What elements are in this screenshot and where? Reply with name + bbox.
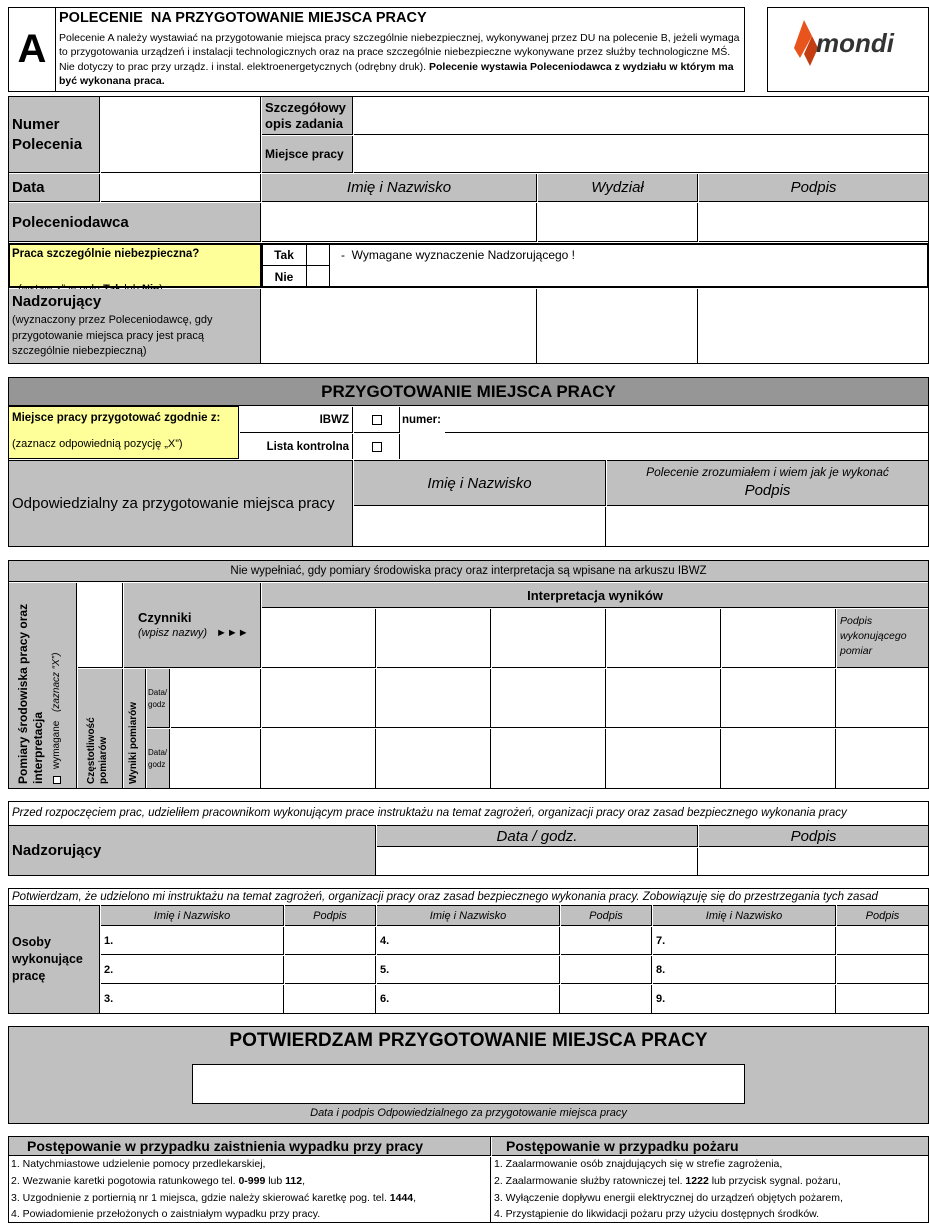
worker-3-sign[interactable] xyxy=(285,985,376,1013)
acc3a: 3. Uzgodnienie z portiernią nr 1 miejsca, gdzie należy skierować karetkę pog. tel. xyxy=(11,1192,390,1204)
desc-text: Polecenie A należy wystawiać na przygotowanie miejsca pracy szczególnie niebezpiecznej, wykonywanej przez DU na polecenie B, jeżeli wymaga to przygotowania urządzeń i instalacji technologicznych oraz na prace szczególnie niebezpieczne wykonywane przez służby technologiczne MŚ. Nie dotyczy to prac przy urządz. i instal. elektroenergetycznych (odrębny druk). xyxy=(59,32,740,73)
acc2d: 112 xyxy=(285,1175,303,1187)
fire1: 1. Zaalarmowanie osób znajdujących się w strefie zagrożenia, xyxy=(494,1158,783,1170)
worker-2[interactable]: 2. xyxy=(101,956,284,984)
acc-step-1 xyxy=(11,1157,265,1174)
podpis-wykonujacego: Podpis wykonującego pomiar xyxy=(837,609,928,668)
confirm-title: POTWIERDZAM PRZYGOTOWANIE MIEJSCA PRACY xyxy=(229,1030,708,1051)
data-label: Data xyxy=(9,174,100,202)
measure-note: Nie wypełniać, gdy pomiary środowiska pracy oraz interpretacja są wpisane na arkuszu IBWZ xyxy=(9,561,928,582)
nadzorujacy-wydzial-field[interactable] xyxy=(538,289,698,363)
form-title: POLECENIE NA PRZYGOTOWANIE MIEJSCA PRACY xyxy=(59,10,427,26)
result-cell[interactable] xyxy=(262,669,376,728)
tak-label: Tak xyxy=(262,245,307,266)
result-cell[interactable] xyxy=(607,729,721,788)
w-imie-h1: Imię i Nazwisko xyxy=(101,905,284,926)
odp-imie-field[interactable] xyxy=(354,507,606,546)
confirm-signature-field[interactable] xyxy=(192,1064,745,1104)
worker-5-sign[interactable] xyxy=(561,956,652,984)
czynniki-arrows: ►►► xyxy=(216,627,249,639)
fire2a: 2. Zaalarmowanie służby ratowniczej tel. xyxy=(494,1175,686,1187)
result-row-1 xyxy=(262,669,928,728)
danger-question: Praca szczególnie niebezpieczna? xyxy=(12,248,200,260)
factor-cell-5[interactable] xyxy=(722,609,836,668)
nadzorujacy-label: Nadzorujący xyxy=(12,293,102,310)
acc2e: , xyxy=(302,1175,306,1187)
mondi-logo xyxy=(790,18,910,73)
w-podpis-h1: Podpis xyxy=(285,905,376,926)
letter-divider xyxy=(55,7,56,92)
opis-zadania-label: Szczegółowy opis zadania xyxy=(262,97,353,135)
acc2c: lub xyxy=(265,1175,286,1187)
acc1: 1. Natychmiastowe udzielenie pomocy przedlekarskiej, xyxy=(11,1158,266,1170)
odp-zrozumialem: Polecenie zrozumiałem i wiem jak je wykonać xyxy=(646,465,889,479)
measure-vertical-title: Pomiary środowiska pracy oraz interpretacja xyxy=(16,603,45,784)
wyniki-label: Wyniki pomiarów xyxy=(128,701,139,784)
czestotliwosc-label: Częstotliwość pomiarów xyxy=(86,717,109,784)
frequency-field-2[interactable] xyxy=(171,729,261,788)
worker-7[interactable]: 7. xyxy=(653,927,836,955)
prep-zaznacz: (zaznacz odpowiednią pozycję „X”) xyxy=(12,438,183,450)
acc-step-4 xyxy=(11,1207,320,1222)
instr-nadzorujacy: Nadzorujący xyxy=(9,825,376,875)
logo-text: mondi xyxy=(816,28,894,58)
opis-zadania-field[interactable] xyxy=(354,97,928,135)
odp-podpis: Podpis xyxy=(744,482,791,499)
instr-podpis-header: Podpis xyxy=(699,825,928,847)
acc2b: 0-999 xyxy=(238,1175,266,1187)
confirm-caption: Data i podpis Odpowiedzialnego za przygotowanie miejsca pracy xyxy=(310,1107,627,1119)
result-cell[interactable] xyxy=(377,669,491,728)
interpretacja-header: Interpretacja wyników xyxy=(262,583,928,608)
ibwz-numer-field[interactable] xyxy=(445,407,928,433)
prep-zgodnie-label: Miejsce pracy przygotować zgodnie z: xyxy=(12,412,221,424)
result-cell[interactable] xyxy=(492,669,606,728)
result-cell[interactable] xyxy=(607,669,721,728)
measure-vertical-sub xyxy=(51,600,62,784)
lista-field[interactable] xyxy=(401,434,928,459)
poleceniodawca-name-field[interactable] xyxy=(262,203,537,242)
factor-cell-2[interactable] xyxy=(377,609,491,668)
instr-podpis-field[interactable] xyxy=(699,848,928,875)
fire3: 3. Wyłączenie dopływu energii elektrycznej do urządzeń objętych pożarem, xyxy=(494,1192,843,1204)
numer-polecenia-field[interactable] xyxy=(101,97,261,173)
datagodz-2: Data/ godz xyxy=(147,729,170,788)
instr-datagodz-field[interactable] xyxy=(377,848,698,875)
acc-step-3 xyxy=(11,1191,416,1208)
odp-imie-header: Imię i Nazwisko xyxy=(354,460,606,506)
nadzorujacy-podpis-field[interactable] xyxy=(699,289,928,363)
worker-4[interactable]: 4. xyxy=(377,927,560,955)
acc4: 4. Powiadomienie przełożonych o zaistniałym wypadku przy pracy. xyxy=(11,1208,321,1220)
czynniki-hint: (wpisz nazwy) xyxy=(138,627,208,639)
lista-checkbox[interactable] xyxy=(372,442,382,452)
ibwz-checkbox-cell[interactable] xyxy=(354,407,400,433)
fire2b: 1222 xyxy=(685,1175,709,1187)
worker-grid xyxy=(101,927,928,1013)
worker-8-sign[interactable] xyxy=(837,956,928,984)
w-podpis-h2: Podpis xyxy=(561,905,652,926)
podpis-header: Podpis xyxy=(699,174,928,202)
odp-podpis-header xyxy=(607,460,928,506)
fire-step-3 xyxy=(494,1191,843,1206)
result-cell[interactable] xyxy=(262,729,376,788)
factor-cell-3[interactable] xyxy=(492,609,606,668)
danger-note: - Wymagane wyznaczenie Nadzorującego ! xyxy=(341,248,576,262)
worker-6-sign[interactable] xyxy=(561,985,652,1013)
result-row-2 xyxy=(262,729,928,788)
poleceniodawca-wydzial-field[interactable] xyxy=(538,203,698,242)
miejsce-pracy-field[interactable] xyxy=(354,136,928,173)
workers-note: Potwierdzam, że udzielono mi instruktażu na temat zagrożeń, organizacji pracy oraz zasad bezpiecznego wykonania pracy. Zobowiązuję się do przestrzegania tych zasad xyxy=(12,891,878,903)
workers-label: Osoby wykonujące pracę xyxy=(9,905,100,1013)
acc3c: , xyxy=(413,1192,417,1204)
ibwz-numer-label: numer: xyxy=(402,414,441,426)
worker-1-sign[interactable] xyxy=(285,927,376,955)
worker-4-sign[interactable] xyxy=(561,927,652,955)
datagodz-1: Data/ godz xyxy=(147,669,170,728)
fire-steps xyxy=(492,1157,928,1222)
w-imie-h2: Imię i Nazwisko xyxy=(377,905,560,926)
data-field[interactable] xyxy=(101,174,261,202)
tak-checkbox[interactable] xyxy=(307,245,330,266)
instr-datagodz-header: Data / godz. xyxy=(377,825,698,847)
lista-label: Lista kontrolna xyxy=(240,434,353,459)
w-podpis-h3: Podpis xyxy=(837,905,928,926)
result-sign[interactable] xyxy=(837,729,928,788)
worker-9[interactable]: 9. xyxy=(653,985,836,1013)
fire-step-1 xyxy=(494,1157,782,1172)
result-cell[interactable] xyxy=(492,729,606,788)
desc-bold: Polecenie wystawia Poleceniodawca z wydziału w którym ma być wykonana praca. xyxy=(59,60,734,87)
wymagane-label: wymagane xyxy=(51,720,62,770)
vertical-zaznacz: (zaznacz “X”) xyxy=(51,652,62,713)
czynniki-label: Czynniki xyxy=(138,610,192,625)
acc3b: 1444 xyxy=(389,1192,414,1204)
nie-checkbox[interactable] xyxy=(307,266,330,287)
worker-7-sign[interactable] xyxy=(837,927,928,955)
prep-title: PRZYGOTOWANIE MIEJSCA PRACY xyxy=(9,378,928,406)
form-description xyxy=(59,31,741,88)
ibwz-label: IBWZ xyxy=(240,407,353,433)
accident-title: Postępowanie w przypadku zaistnienia wypadku przy pracy xyxy=(9,1137,491,1156)
worker-2-sign[interactable] xyxy=(285,956,376,984)
w-imie-h3: Imię i Nazwisko xyxy=(653,905,836,926)
fire-title: Postępowanie w przypadku pożaru xyxy=(492,1137,928,1156)
result-cell[interactable] xyxy=(722,729,836,788)
frequency-field[interactable] xyxy=(171,669,261,728)
miejsce-pracy-label: Miejsce pracy xyxy=(262,136,353,173)
fire4: 4. Przystąpienie do likwidacji pożaru przy użyciu dostępnych środków. xyxy=(494,1208,820,1220)
wydzial-header: Wydział xyxy=(538,174,698,202)
numer-polecenia-label: Numer Polecenia xyxy=(9,97,100,173)
worker-5[interactable]: 5. xyxy=(377,956,560,984)
worker-1[interactable]: 1. xyxy=(101,927,284,955)
poleceniodawca-label: Poleceniodawca xyxy=(9,203,261,242)
instr-note: Przed rozpoczęciem prac, udzieliłem pracownikom wykonującym prace instruktażu na temat zagrożeń, organizacji pracy oraz zasad bezpiecznego wykonania pracy xyxy=(12,807,847,819)
result-cell[interactable] xyxy=(722,669,836,728)
nadzorujacy-name-field[interactable] xyxy=(262,289,537,363)
fire-step-4 xyxy=(494,1207,819,1222)
worker-8[interactable]: 8. xyxy=(653,956,836,984)
wymagane-checkbox[interactable] xyxy=(53,776,61,784)
odpowiedzialny-label: Odpowiedzialny za przygotowanie miejsca pracy xyxy=(9,460,353,546)
form-letter: A xyxy=(17,27,47,71)
acc-step-2 xyxy=(11,1174,305,1191)
lista-checkbox-cell[interactable] xyxy=(354,434,400,459)
fire2c: lub przycisk sygnal. pożaru, xyxy=(708,1175,841,1187)
poleceniodawca-podpis-field[interactable] xyxy=(699,203,928,242)
accident-steps xyxy=(9,1157,491,1222)
czynniki-box xyxy=(124,583,261,668)
wymagane-field[interactable] xyxy=(78,583,123,668)
result-cell[interactable] xyxy=(377,729,491,788)
nie-label: Nie xyxy=(262,266,307,287)
result-sign[interactable] xyxy=(837,669,928,728)
nadzorujacy-subtext: (wyznaczony przez Poleceniodawcę, gdy przygotowanie miejsca pracy jest pracą szczególnie niebezpieczną) xyxy=(12,314,213,357)
acc2a: 2. Wezwanie karetki pogotowia ratunkowego tel. xyxy=(11,1175,239,1187)
worker-9-sign[interactable] xyxy=(837,985,928,1013)
worker-6[interactable]: 6. xyxy=(377,985,560,1013)
odp-podpis-field[interactable] xyxy=(607,507,928,546)
ibwz-checkbox[interactable] xyxy=(372,415,382,425)
factor-cell-1[interactable] xyxy=(262,609,376,668)
fire-step-2 xyxy=(494,1174,841,1189)
worker-3[interactable]: 3. xyxy=(101,985,284,1013)
imie-header: Imię i Nazwisko xyxy=(262,174,537,202)
factor-cell-4[interactable] xyxy=(607,609,721,668)
